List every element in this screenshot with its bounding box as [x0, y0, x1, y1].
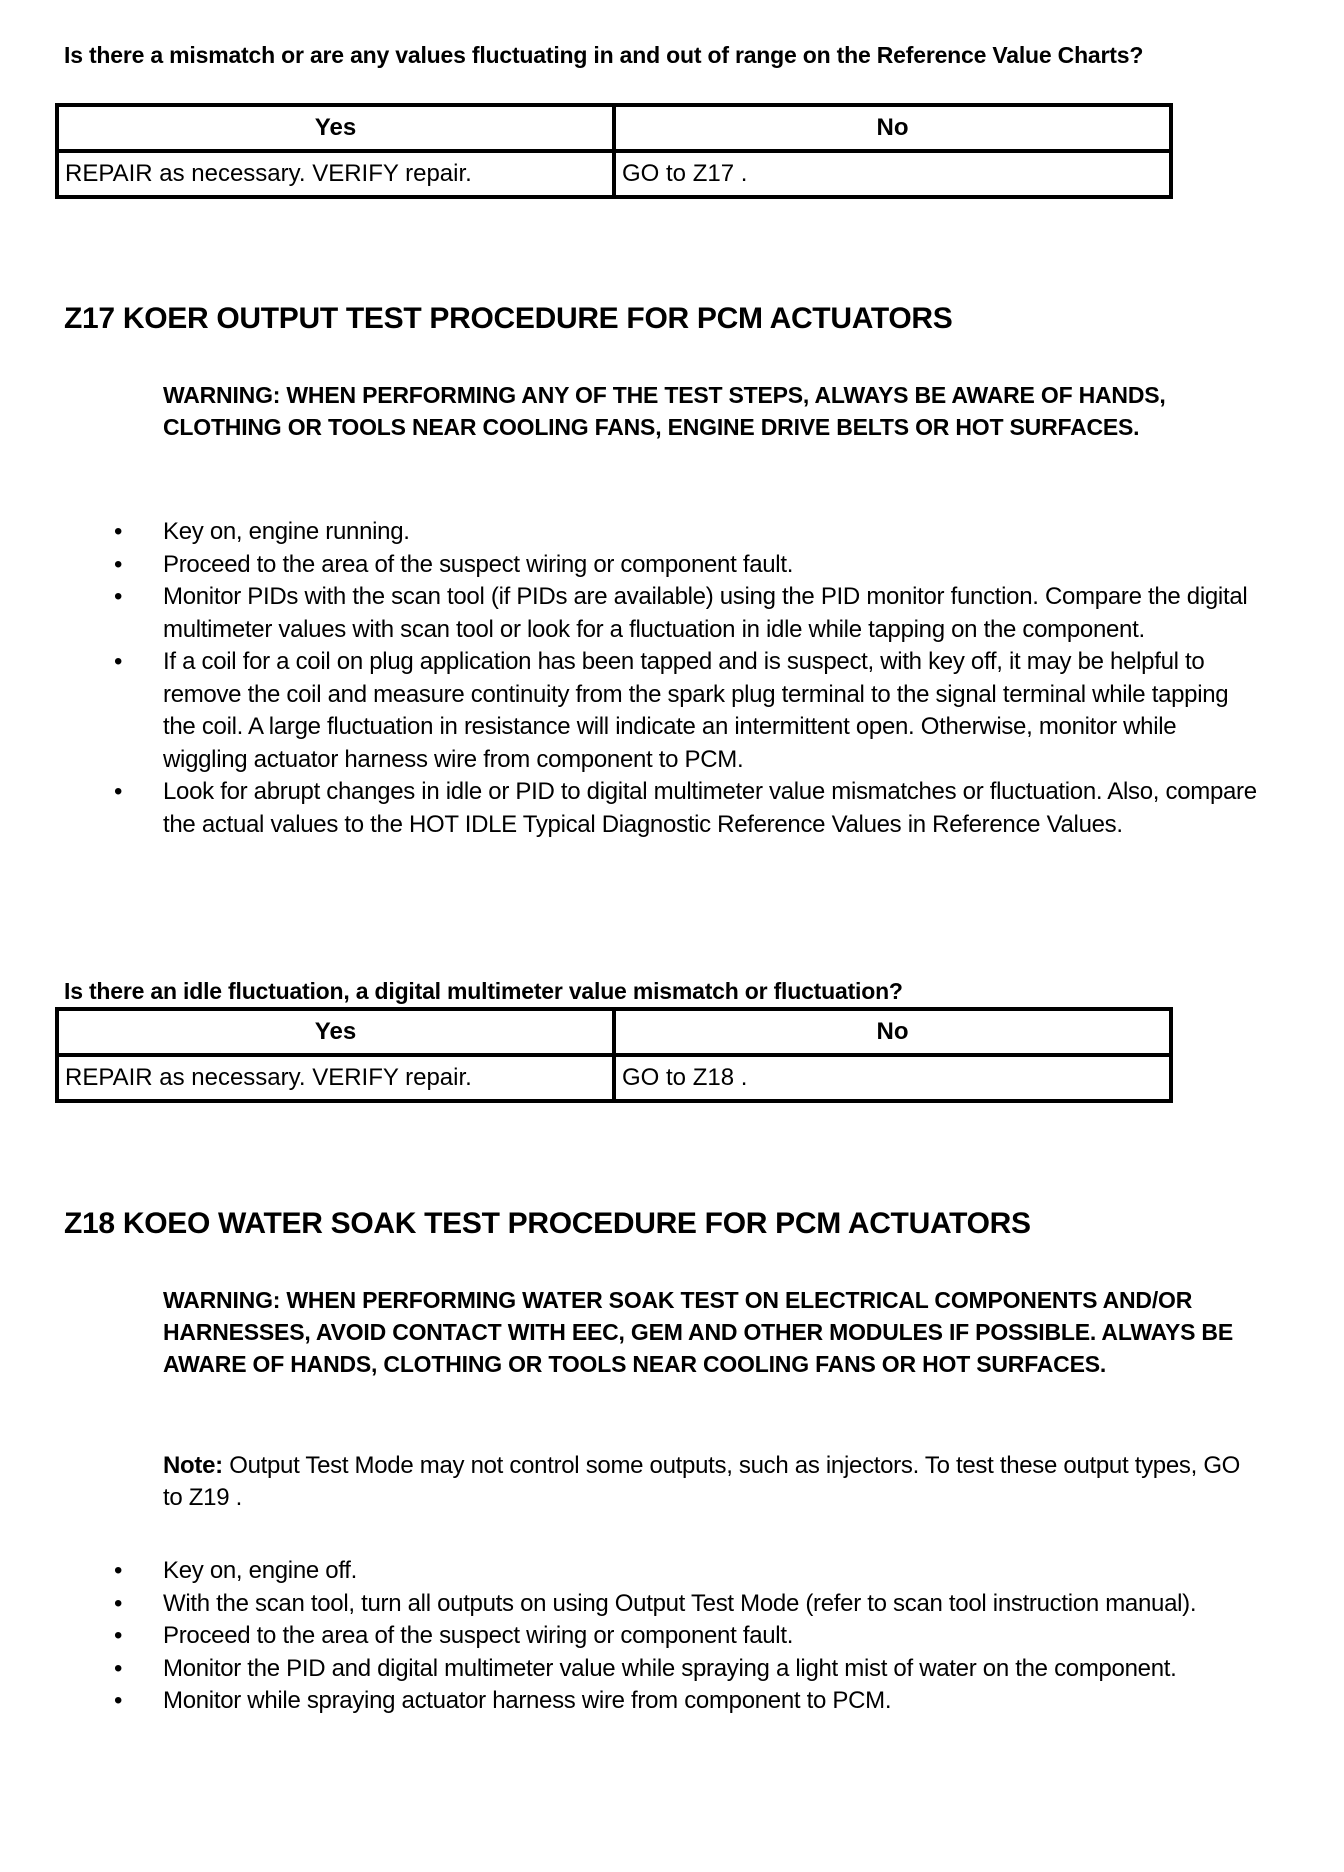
decision-table-1: [55, 103, 1173, 199]
bullet-icon: •: [114, 1687, 123, 1714]
note: [163, 1450, 1263, 1514]
bullet-icon: •: [114, 518, 123, 545]
warning-z17: WARNING: WHEN PERFORMING ANY OF THE TEST STEPS, ALWAYS BE AWARE OF HANDS, CLOTHING OR TOOLS NEAR COOLING FANS, ENGINE DRIVE BELTS OR HOT SURFACES.: [163, 382, 1166, 440]
list-item: [114, 581, 1263, 646]
note-text: Output Test Mode may not control some outputs, such as injectors. To test these output types, GO to Z19 .: [163, 1452, 1241, 1511]
bullet-list-z17: [114, 516, 1263, 841]
no-header: No: [614, 1009, 1171, 1055]
list-item: [114, 1555, 1263, 1588]
list-item: [114, 516, 1263, 549]
list-item-text: Proceed to the area of the suspect wiring or component fault.: [163, 1622, 794, 1649]
list-item-text: If a coil for a coil on plug application has been tapped and is suspect, with key off, it may be helpful to remove the coil and measure continuity from the spark plug terminal to the signal terminal while tapping the coil. A large fluctuation in resistance will indicate an intermittent open. Otherwise, monitor while wiggling actuator harness wire from component to PCM.: [163, 648, 1229, 773]
bullet-icon: •: [114, 550, 123, 578]
yes-cell: REPAIR as necessary. VERIFY repair.: [57, 1055, 614, 1101]
bullet-icon: •: [114, 1622, 123, 1649]
warning-z18: WARNING: WHEN PERFORMING WATER SOAK TEST ON ELECTRICAL COMPONENTS AND/OR HARNESSES, AVOID CONTACT WITH EEC, GEM AND OTHER MODULES IF POSSIBLE. ALWAYS BE AWARE OF HANDS, CLOTHING OR TOOLS NEAR COOLING FANS OR HOT SURFACES.: [163, 1287, 1233, 1377]
list-item: [114, 646, 1263, 776]
list-item: [114, 1588, 1263, 1621]
list-item-text: Proceed to the area of the suspect wiring or component fault.: [163, 550, 794, 578]
bullet-icon: •: [114, 1654, 123, 1682]
list-item: [114, 776, 1263, 841]
note-label: Note:: [163, 1452, 223, 1479]
bullet-icon: •: [114, 1589, 123, 1617]
section-title-z17: Z17 KOER OUTPUT TEST PROCEDURE FOR PCM ACTUATORS: [64, 302, 953, 335]
yes-header: Yes: [57, 105, 614, 151]
list-item-text: Key on, engine running.: [163, 518, 410, 545]
bullet-icon: •: [114, 648, 123, 675]
no-cell: GO to Z18 .: [614, 1055, 1171, 1101]
list-item-text: With the scan tool, turn all outputs on using Output Test Mode (refer to scan tool instruction manual).: [163, 1589, 1197, 1617]
list-item-text: Key on, engine off.: [163, 1557, 358, 1584]
no-header: No: [614, 105, 1171, 151]
section-title-z18: Z18 KOEO WATER SOAK TEST PROCEDURE FOR PCM ACTUATORS: [64, 1207, 1031, 1240]
list-item-text: Look for abrupt changes in idle or PID to digital multimeter value mismatches or fluctuation. Also, compare the actual values to the HOT IDLE Typical Diagnostic Reference Values in Reference Values.: [163, 778, 1257, 838]
list-item-text: Monitor the PID and digital multimeter value while spraying a light mist of water on the component.: [163, 1654, 1177, 1682]
yes-header: Yes: [57, 1009, 614, 1055]
yes-cell: REPAIR as necessary. VERIFY repair.: [57, 151, 614, 197]
list-item-text: Monitor PIDs with the scan tool (if PIDs are available) using the PID monitor function. Compare the digital multimeter values with scan tool or look for a fluctuation in idle while tapping on the component.: [163, 583, 1248, 643]
list-item: [114, 549, 1263, 582]
bullet-icon: •: [114, 583, 123, 610]
decision-table-2: [55, 1007, 1173, 1103]
bullet-icon: •: [114, 778, 123, 805]
list-item: [114, 1653, 1263, 1686]
question-2: Is there an idle fluctuation, a digital multimeter value mismatch or fluctuation?: [64, 978, 903, 1004]
bullet-list-z18: [114, 1555, 1263, 1718]
no-cell: GO to Z17 .: [614, 151, 1171, 197]
list-item: [114, 1620, 1263, 1653]
list-item: [114, 1685, 1263, 1718]
question-1: Is there a mismatch or are any values fluctuating in and out of range on the Reference Value Charts?: [64, 42, 1144, 68]
list-item-text: Monitor while spraying actuator harness wire from component to PCM.: [163, 1687, 892, 1714]
bullet-icon: •: [114, 1557, 123, 1584]
